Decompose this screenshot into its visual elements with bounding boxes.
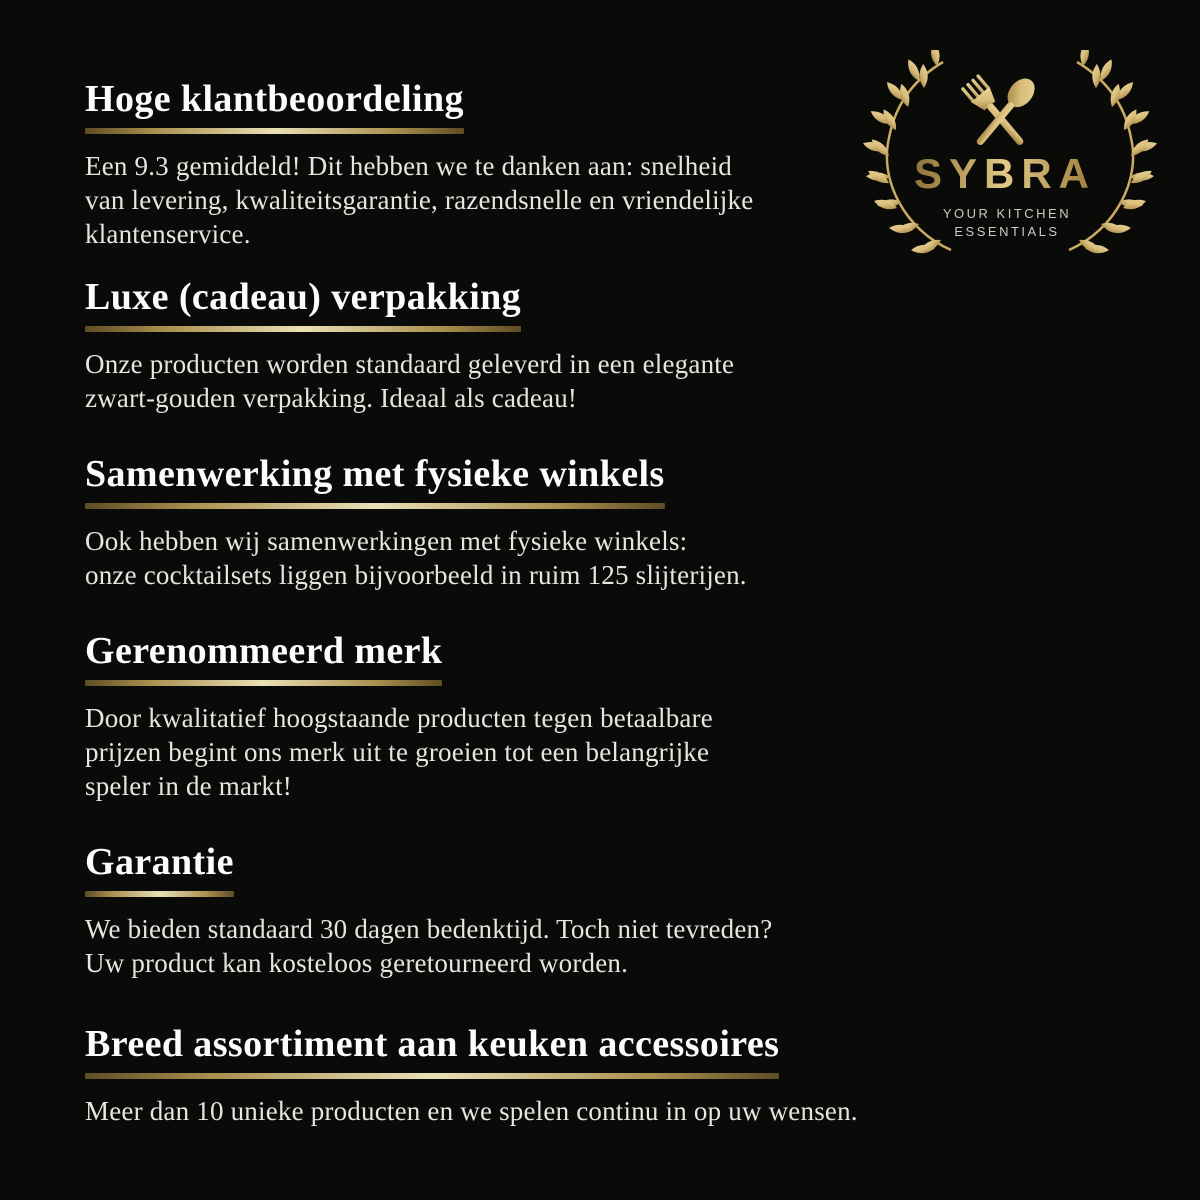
body-line: van levering, kwaliteitsgarantie, razendsnelle en vriendelijke (85, 185, 754, 215)
section-body (85, 524, 747, 592)
section-heading: Breed assortiment aan keuken accessoires (85, 1023, 780, 1065)
section-heading: Garantie (85, 841, 234, 883)
section-body (85, 912, 772, 980)
section-body (85, 701, 713, 803)
section-hoge-klantbeoordeling (85, 77, 753, 251)
body-line: Door kwalitatief hoogstaande producten tegen betaalbare (85, 703, 713, 733)
body-line: Uw product kan kosteloos geretourneerd worden. (85, 948, 629, 978)
spoon-icon (969, 73, 1040, 151)
body-line: prijzen begint ons merk uit te groeien tot een belangrijke (85, 737, 710, 767)
section-body (85, 347, 734, 415)
gold-divider (85, 891, 234, 897)
gold-divider (85, 680, 442, 686)
body-line: Een 9.3 gemiddeld! Dit hebben we te danken aan: snelheid (85, 151, 732, 181)
section-heading: Samenwerking met fysieke winkels (85, 453, 665, 495)
section-heading: Luxe (cadeau) verpakking (85, 276, 522, 318)
brand-name: SYBRA (913, 150, 1097, 197)
body-line: klantenservice. (85, 219, 251, 249)
brand-tagline-line2: ESSENTIALS (954, 224, 1060, 239)
section-samenwerking-winkels (85, 452, 747, 592)
section-heading: Gerenommeerd merk (85, 630, 443, 672)
section-heading: Hoge klantbeoordeling (85, 78, 464, 120)
section-gerenommeerd-merk (85, 629, 713, 803)
gold-divider (85, 1073, 779, 1079)
body-line: We bieden standaard 30 dagen bedenktijd. Toch niet tevreden? (85, 914, 773, 944)
body-line: Ook hebben wij samenwerkingen met fysieke winkels: (85, 526, 688, 556)
body-line: onze cocktailsets liggen bijvoorbeeld in ruim 125 slijterijen. (85, 560, 747, 590)
section-header (85, 629, 442, 686)
gold-divider (85, 503, 665, 509)
section-header (85, 840, 234, 897)
section-luxe-verpakking (85, 275, 734, 415)
body-line: speler in de markt! (85, 771, 292, 801)
section-header (85, 1022, 779, 1079)
body-line: zwart-gouden verpakking. Ideaal als cadeau! (85, 383, 578, 413)
gold-divider (85, 326, 521, 332)
section-breed-assortiment (85, 1022, 858, 1128)
brand-logo-svg (855, 50, 1165, 255)
brand-logo (855, 50, 1165, 255)
section-header (85, 77, 464, 134)
gold-divider (85, 128, 464, 134)
section-body (85, 149, 753, 251)
brand-tagline-line1: YOUR KITCHEN (942, 206, 1072, 221)
section-garantie (85, 840, 772, 980)
section-header (85, 275, 521, 332)
body-line: Meer dan 10 unieke producten en we spelen continu in op uw wensen. (85, 1096, 858, 1126)
section-body (85, 1094, 858, 1128)
body-line: Onze producten worden standaard geleverd in een elegante (85, 349, 735, 379)
section-header (85, 452, 665, 509)
